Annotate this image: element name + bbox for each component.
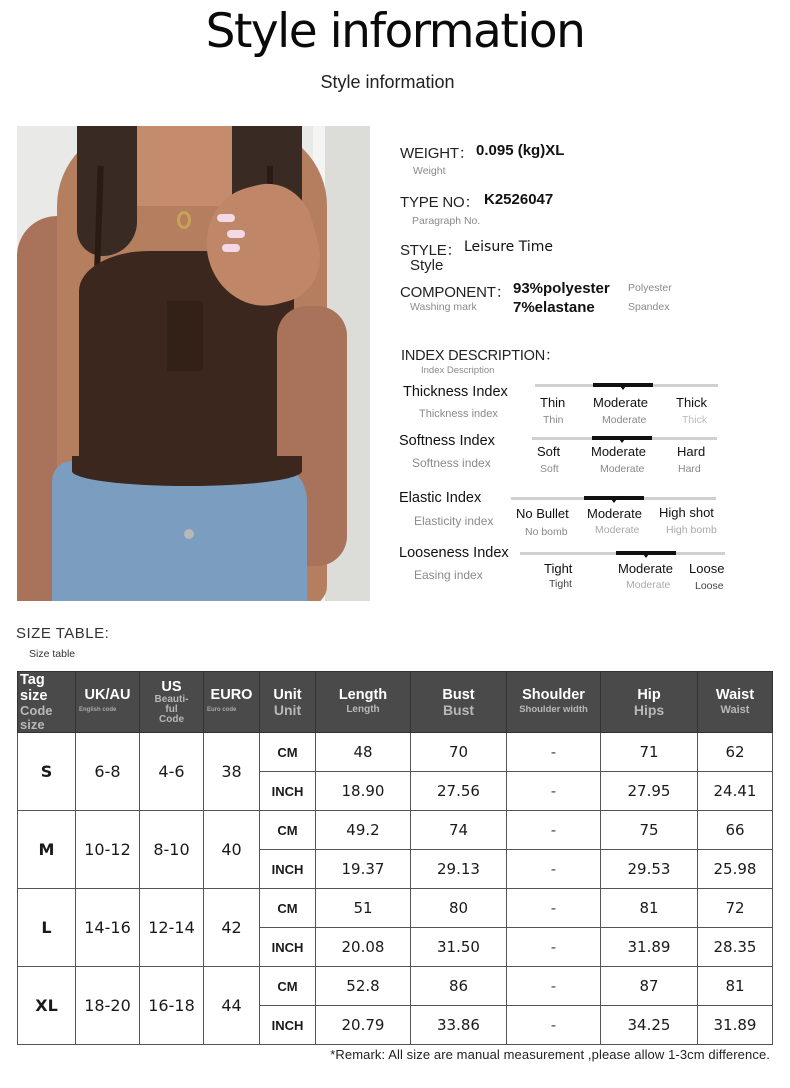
- header-hip: [601, 672, 698, 733]
- thickness-option-thin: Thin: [540, 395, 566, 410]
- header-uk-au: [76, 672, 140, 733]
- cell-waist: 81: [698, 967, 773, 1006]
- cell-bust: 80: [411, 889, 507, 928]
- cell-waist: 25.98: [698, 850, 773, 889]
- indicator-marker-icon: [620, 386, 626, 390]
- photo-bodysuit-waist: [72, 456, 302, 486]
- cell-unit: CM: [260, 811, 316, 850]
- type-no-sub: Paragraph No.: [412, 215, 481, 227]
- cell-uk-au: 10-12: [76, 811, 140, 889]
- photo-ruching: [167, 301, 203, 371]
- elastic-option-moderate: Moderate: [587, 506, 642, 521]
- header-us: [140, 672, 204, 733]
- thickness-option-sub-thin: Thin: [543, 414, 564, 426]
- cell-bust: 29.13: [411, 850, 507, 889]
- component-label: COMPONENT：: [400, 284, 511, 301]
- header-length: [316, 672, 411, 733]
- thickness-option-moderate: Moderate: [593, 395, 648, 410]
- photo-nail: [217, 214, 235, 222]
- cell-uk-au: 6-8: [76, 733, 140, 811]
- header-sub: Code size: [20, 703, 53, 732]
- cell-unit: INCH: [260, 850, 316, 889]
- thickness-index-scale: [535, 384, 718, 387]
- header-main: Shoulder: [522, 687, 585, 703]
- cell-shoulder: -: [507, 1006, 601, 1045]
- table-row: [18, 811, 773, 850]
- elastic-option-no-bullet: No Bullet: [516, 506, 569, 521]
- cell-hip: 27.95: [601, 772, 698, 811]
- cell-length: 52.8: [316, 967, 411, 1006]
- cell-shoulder: -: [507, 889, 601, 928]
- elastic-index-scale: [511, 497, 716, 500]
- cell-size: XL: [18, 967, 76, 1045]
- header-main: Hip: [637, 687, 661, 703]
- size-table-header-row: [18, 672, 773, 733]
- looseness-option-tight: Tight: [544, 561, 573, 576]
- elastic-option-sub-no-bomb: No bomb: [525, 526, 568, 538]
- looseness-index-name: Looseness Index: [399, 545, 509, 561]
- cell-euro: 44: [204, 967, 260, 1045]
- cell-size: S: [18, 733, 76, 811]
- necklace-pendant-icon: [177, 211, 191, 229]
- cell-length: 19.37: [316, 850, 411, 889]
- cell-length: 49.2: [316, 811, 411, 850]
- elastic-index-sub: Elasticity index: [414, 514, 494, 528]
- photo-hair-left: [77, 126, 137, 256]
- header-sub: Shoulder width: [519, 704, 588, 715]
- cell-length: 18.90: [316, 772, 411, 811]
- cell-shoulder: -: [507, 733, 601, 772]
- header-main: UK/AU: [84, 687, 131, 703]
- softness-option-moderate: Moderate: [591, 444, 646, 459]
- style-sub: Style: [410, 257, 444, 274]
- header-sub: Bust: [442, 702, 475, 718]
- cell-bust: 31.50: [411, 928, 507, 967]
- cell-unit: INCH: [260, 1006, 316, 1045]
- header-euro: [204, 672, 260, 733]
- page-subtitle: Style information: [320, 72, 455, 92]
- looseness-option-sub-moderate: Moderate: [626, 579, 671, 591]
- type-no-label: TYPE NO：: [400, 194, 480, 211]
- page-title: Style information: [205, 4, 585, 59]
- cell-bust: 27.56: [411, 772, 507, 811]
- measurement-remark: *Remark: All size are manual measurement ,please allow 1-3cm difference.: [330, 1047, 770, 1062]
- header-main: Waist: [715, 687, 755, 703]
- softness-option-sub-soft: Soft: [540, 463, 559, 475]
- cell-length: 51: [316, 889, 411, 928]
- cell-waist: 28.35: [698, 928, 773, 967]
- weight-label: WEIGHT：: [400, 145, 474, 162]
- cell-hip: 75: [601, 811, 698, 850]
- looseness-option-moderate: Moderate: [618, 561, 673, 576]
- indicator-marker-icon: [611, 499, 617, 503]
- header-main: EURO: [210, 687, 253, 703]
- elastic-option-high-shot: High shot: [659, 505, 714, 520]
- cell-bust: 74: [411, 811, 507, 850]
- cell-shoulder: -: [507, 811, 601, 850]
- cell-unit: CM: [260, 967, 316, 1006]
- size-table-sub: Size table: [29, 648, 76, 660]
- elastic-index-name: Elastic Index: [399, 490, 482, 506]
- index-description-sub: Index Description: [421, 365, 495, 376]
- cell-euro: 38: [204, 733, 260, 811]
- cell-euro: 42: [204, 889, 260, 967]
- cell-shoulder: -: [507, 928, 601, 967]
- cell-shoulder: -: [507, 967, 601, 1006]
- jeans-button-icon: [184, 529, 194, 539]
- header-main: Tag size: [20, 672, 48, 704]
- cell-us: 16-18: [140, 967, 204, 1045]
- cell-waist: 24.41: [698, 772, 773, 811]
- size-table: [17, 671, 773, 1045]
- softness-option-hard: Hard: [677, 444, 706, 459]
- cell-shoulder: -: [507, 772, 601, 811]
- cell-euro: 40: [204, 811, 260, 889]
- table-row: [18, 967, 773, 1006]
- elastic-option-sub-high-bomb: High bomb: [666, 524, 717, 536]
- header-sub: English code: [79, 707, 117, 713]
- cell-length: 48: [316, 733, 411, 772]
- cell-unit: INCH: [260, 772, 316, 811]
- photo-neck: [137, 126, 237, 206]
- cell-length: 20.08: [316, 928, 411, 967]
- header-waist: [698, 672, 773, 733]
- cell-waist: 72: [698, 889, 773, 928]
- header-sub: Unit: [273, 702, 302, 718]
- photo-nail: [222, 244, 240, 252]
- cell-unit: INCH: [260, 928, 316, 967]
- cell-bust: 70: [411, 733, 507, 772]
- cell-bust: 86: [411, 967, 507, 1006]
- header-bust: [411, 672, 507, 733]
- thickness-index-sub: Thickness index: [419, 408, 498, 420]
- looseness-index-sub: Easing index: [414, 568, 483, 582]
- cell-us: 8-10: [140, 811, 204, 889]
- cell-hip: 34.25: [601, 1006, 698, 1045]
- softness-index-sub: Softness index: [412, 456, 491, 470]
- table-row: [18, 733, 773, 772]
- header-main: Length: [338, 687, 388, 703]
- softness-option-sub-hard: Hard: [678, 463, 701, 475]
- looseness-option-sub-loose: Loose: [695, 580, 724, 592]
- component-sub: Washing mark: [410, 301, 477, 313]
- header-main: Unit: [273, 687, 302, 703]
- indicator-marker-icon: [619, 439, 625, 443]
- cell-uk-au: 18-20: [76, 967, 140, 1045]
- cell-length: 20.79: [316, 1006, 411, 1045]
- header-shoulder: [507, 672, 601, 733]
- cell-size: L: [18, 889, 76, 967]
- product-photo: [17, 126, 370, 601]
- header-sub: Hips: [633, 702, 665, 718]
- looseness-index-scale: [520, 552, 725, 555]
- cell-unit: CM: [260, 889, 316, 928]
- cell-waist: 62: [698, 733, 773, 772]
- table-row: [18, 889, 773, 928]
- type-no-value: K2526047: [484, 191, 554, 208]
- cell-shoulder: -: [507, 850, 601, 889]
- cell-hip: 29.53: [601, 850, 698, 889]
- index-description-label: INDEX DESCRIPTION：: [401, 348, 560, 364]
- header-sub: Euro code: [207, 707, 237, 713]
- component-value-sub-1: Polyester: [628, 282, 672, 294]
- indicator-marker-icon: [643, 554, 649, 558]
- component-value-2: 7%elastane: [513, 299, 595, 316]
- photo-nail: [227, 230, 245, 238]
- cell-waist: 31.89: [698, 1006, 773, 1045]
- thickness-index-name: Thickness Index: [403, 384, 508, 400]
- header-sub: Length: [346, 704, 380, 715]
- component-value-sub-2: Spandex: [628, 301, 670, 313]
- softness-option-soft: Soft: [537, 444, 561, 459]
- header-tag-size: [18, 672, 76, 733]
- softness-option-sub-moderate: Moderate: [600, 463, 645, 475]
- style-value: Leisure Time: [464, 239, 553, 255]
- header-unit: [260, 672, 316, 733]
- header-sub: Beauti-ful Code: [154, 694, 189, 725]
- elastic-option-sub-moderate: Moderate: [595, 524, 640, 536]
- cell-hip: 71: [601, 733, 698, 772]
- cell-bust: 33.86: [411, 1006, 507, 1045]
- cell-unit: CM: [260, 733, 316, 772]
- thickness-option-thick: Thick: [676, 395, 708, 410]
- thickness-option-sub-thick: Thick: [682, 414, 708, 426]
- header-main: US: [161, 679, 182, 695]
- cell-hip: 81: [601, 889, 698, 928]
- softness-index-scale: [532, 437, 717, 440]
- weight-value: 0.095 (kg)XL: [476, 142, 565, 159]
- thickness-option-sub-moderate: Moderate: [602, 414, 647, 426]
- header-main: Bust: [442, 687, 475, 703]
- component-value-1: 93%polyester: [513, 280, 610, 297]
- cell-hip: 31.89: [601, 928, 698, 967]
- header-sub: Waist: [720, 704, 750, 716]
- cell-size: M: [18, 811, 76, 889]
- cell-hip: 87: [601, 967, 698, 1006]
- size-table-title: SIZE TABLE:: [16, 625, 110, 642]
- softness-index-name: Softness Index: [399, 433, 495, 449]
- cell-waist: 66: [698, 811, 773, 850]
- looseness-option-sub-tight: Tight: [549, 578, 572, 590]
- cell-uk-au: 14-16: [76, 889, 140, 967]
- cell-us: 4-6: [140, 733, 204, 811]
- style-label: STYLE：: [400, 242, 462, 259]
- weight-sub: Weight: [413, 165, 446, 177]
- cell-us: 12-14: [140, 889, 204, 967]
- looseness-option-loose: Loose: [689, 561, 725, 576]
